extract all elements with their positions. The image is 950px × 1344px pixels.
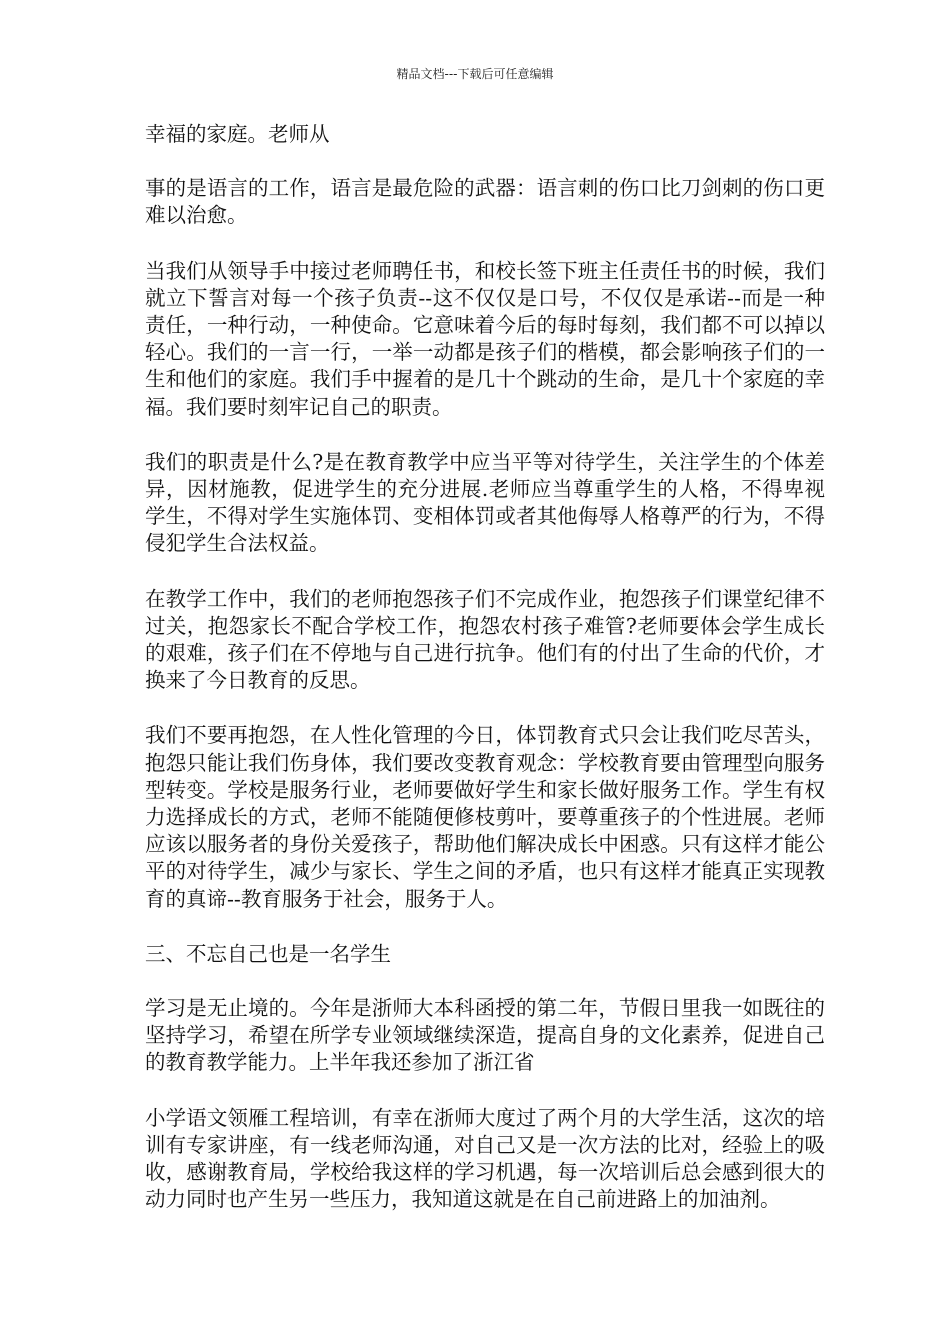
paragraph-5: 在教学工作中，我们的老师抱怨孩子们不完成作业，抱怨孩子们课堂纪律不过关，抱怨家长不配合学校工作，抱怨农村孩子难管?老师要体会学生成长的艰难，孩子们在不停地与自己进行抗争。他们有的付出了生命的代价，才换来了今日教育的反思。 xyxy=(145,586,825,693)
paragraph-2: 事的是语言的工作，语言是最危险的武器：语言刺的伤口比刀剑刺的伤口更难以治愈。 xyxy=(145,176,825,228)
page-header: 精品文档---下载后可任意编辑 xyxy=(396,67,554,81)
section-heading: 三、不忘自己也是一名学生 xyxy=(145,941,391,966)
paragraph-8: 小学语文领雁工程培训，有幸在浙师大度过了两个月的大学生活，这次的培训有专家讲座，有一线老师沟通，对自己又是一次方法的比对，经验上的吸收，感谢教育局，学校给我这样的学习机遇，每一次培训后总会感到很大的动力同时也产生另一些压力，我知道这就是在自己前进路上的加油剂。 xyxy=(145,1105,825,1212)
paragraph-7: 学习是无止境的。今年是浙师大本科函授的第二年，节假日里我一如既往的坚持学习，希望在所学专业领域继续深造，提高自身的文化素养，促进自己的教育教学能力。上半年我还参加了浙江省 xyxy=(145,996,825,1075)
paragraph-1: 幸福的家庭。老师从 xyxy=(145,122,330,146)
paragraph-3: 当我们从领导手中接过老师聘任书，和校长签下班主任责任书的时候，我们就立下誓言对每一个孩子负责--这不仅仅是口号，不仅仅是承诺--而是一种责任，一种行动，一种使命。它意味着今后的每时每刻，我们都不可以掉以轻心。我们的一言一行，一举一动都是孩子们的楷模，都会影响孩子们的一生和他们的家庭。我们手中握着的是几十个跳动的生命，是几十个家庭的幸福。我们要时刻牢记自己的职责。 xyxy=(145,258,825,419)
paragraph-6: 我们不要再抱怨，在人性化管理的今日，体罚教育式只会让我们吃尽苦头，抱怨只能让我们伤身体，我们要改变教育观念：学校教育要由管理型向服务型转变。学校是服务行业，老师要做好学生和家长做好服务工作。学生有权力选择成长的方式，老师不能随便修枝剪叶，要尊重孩子的个性进展。老师应该以服务者的身份关爱孩子，帮助他们解决成长中困惑。只有这样才能公平的对待学生，减少与家长、学生之间的矛盾，也只有这样才能真正实现教育的真谛--教育服务于社会，服务于人。 xyxy=(145,723,825,911)
paragraph-4: 我们的职责是什么?是在教育教学中应当平等对待学生，关注学生的个体差异，因材施教，促进学生的充分进展.老师应当尊重学生的人格，不得卑视学生，不得对学生实施体罚、变相体罚或者其他侮辱人格尊严的行为，不得侵犯学生合法权益。 xyxy=(145,449,825,556)
document-body xyxy=(145,121,825,1242)
